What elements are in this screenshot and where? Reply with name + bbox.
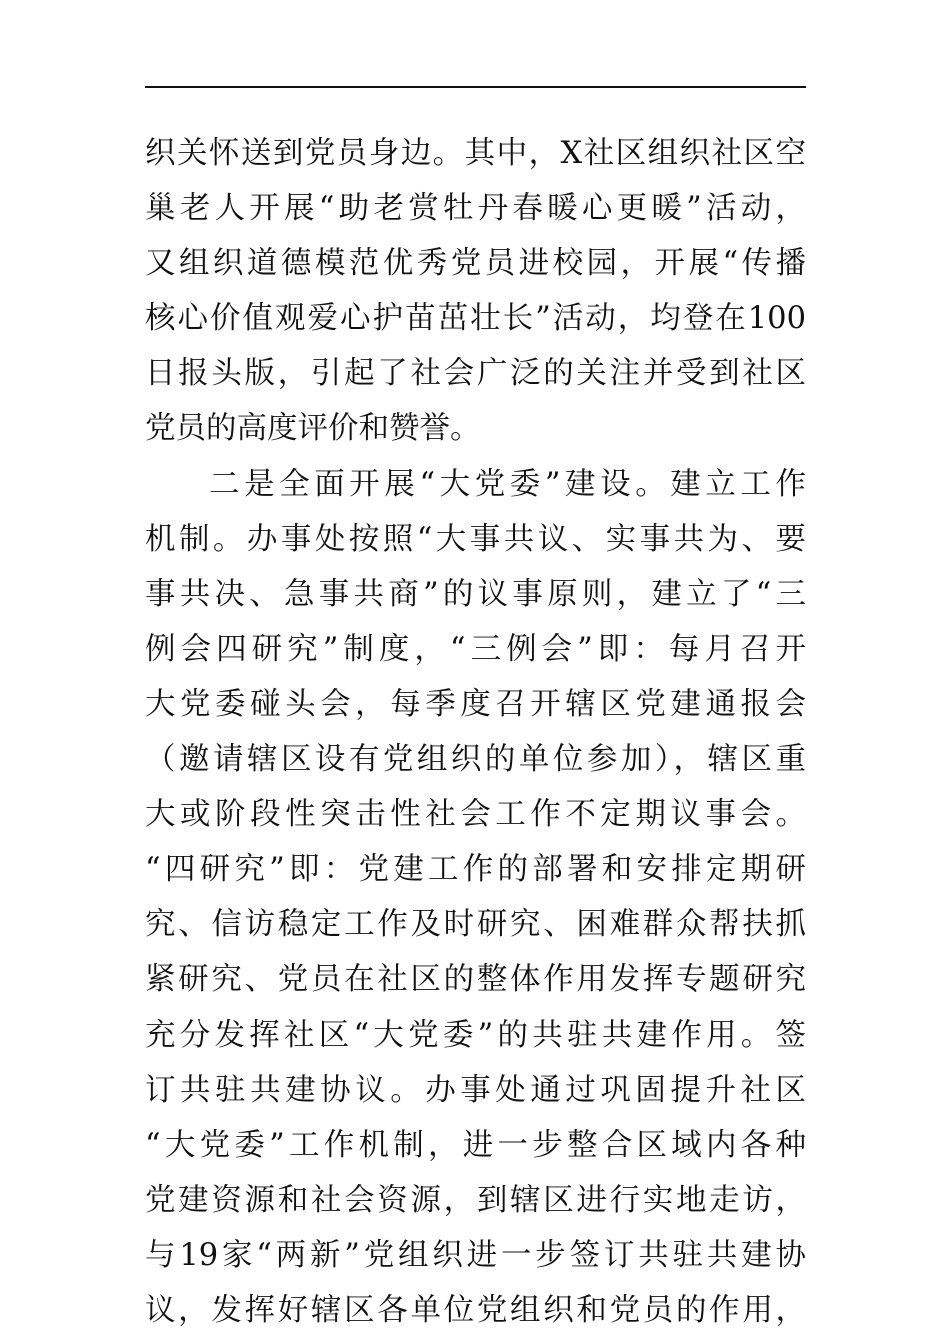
text-line: “大党委”工作机制，进一步整合区域内各种 (145, 1127, 806, 1163)
text-line: 事共决、急事共商”的议事原则，建立了“三 (145, 576, 806, 612)
text-line: 党建资源和社会资源，到辖区进行实地走访， (145, 1182, 806, 1218)
text-line: 日报头版，引起了社会广泛的关注并受到社区 (145, 356, 806, 392)
document-body (145, 126, 806, 1338)
text-line: 大党委碰头会，每季度召开辖区党建通报会 (145, 686, 806, 722)
text-line: 议，发挥好辖区各单位党组织和党员的作用， (145, 1292, 806, 1328)
text-line: 究、信访稳定工作及时研究、困难群众帮扶抓 (145, 907, 806, 943)
text-line: “四研究”即：党建工作的部署和安排定期研 (145, 852, 806, 888)
text-line: 织关怀送到党员身边。其中，X社区组织社区空 (145, 136, 806, 171)
text-line: 党员的高度评价和赞誉。 (145, 411, 481, 447)
text-line: （邀请辖区设有党组织的单位参加），辖区重 (145, 742, 806, 778)
text-line: 大或阶段性突击性社会工作不定期议事会。 (145, 797, 806, 833)
text-line: 例会四研究”制度，“三例会”即：每月召开 (145, 631, 806, 667)
text-line: 二是全面开展“大党委”建设。建立工作 (209, 466, 806, 502)
text-line: 与19家“两新”党组织进一步签订共驻共建协 (145, 1237, 806, 1273)
text-line: 机制。办事处按照“大事共议、实事共为、要 (145, 521, 806, 557)
text-line: 巢老人开展“助老赏牡丹春暖心更暖”活动， (145, 191, 806, 227)
text-line: 核心价值观爱心护苗茁壮长”活动，均登在100 (145, 301, 806, 337)
header-rule (145, 86, 806, 88)
text-line: 订共驻共建协议。办事处通过巩固提升社区 (145, 1072, 806, 1108)
text-line: 又组织道德模范优秀党员进校园，开展“传播 (145, 246, 806, 282)
text-line: 紧研究、党员在社区的整体作用发挥专题研究 (145, 962, 806, 998)
text-line: 充分发挥社区“大党委”的共驻共建作用。签 (145, 1017, 806, 1053)
